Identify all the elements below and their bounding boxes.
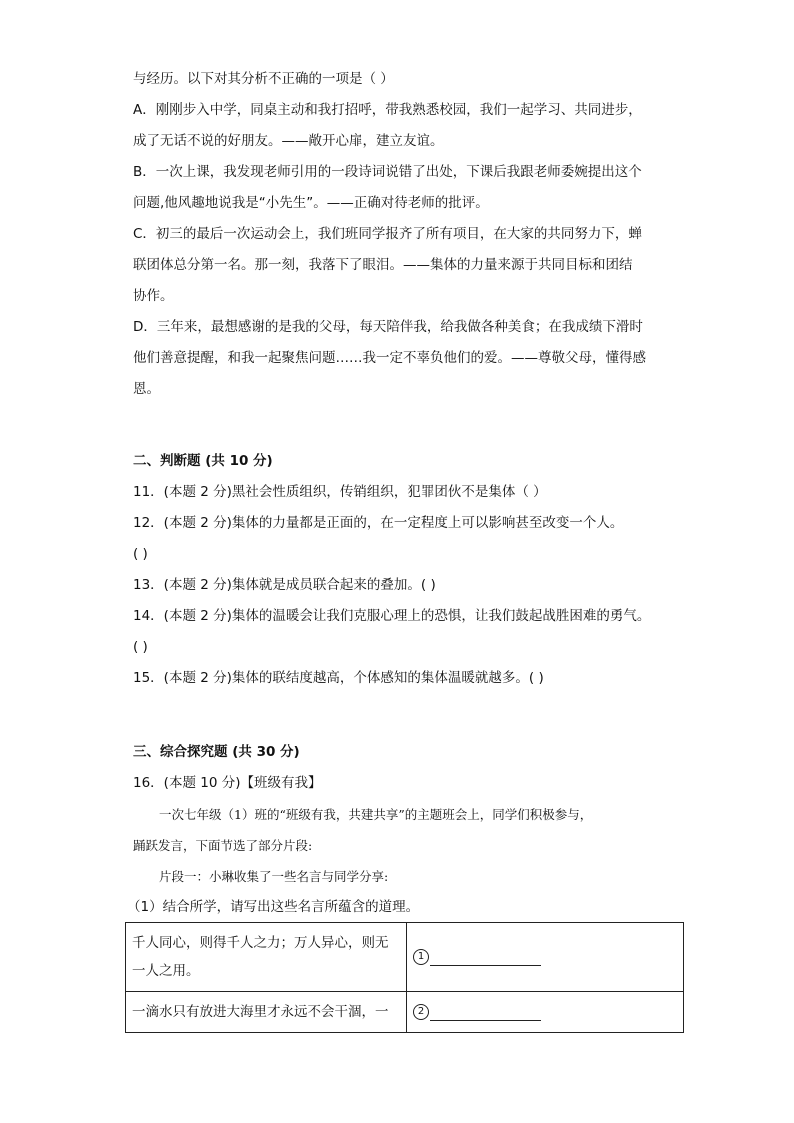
quote-cell [126,992,407,1033]
sub-question-1: （1）结合所学，请写出这些名言所蕴含的道理。 [127,899,420,915]
circled-number: 2 [413,1004,429,1020]
question-16-heading: 16．(本题 10 分)【班级有我】 [133,775,322,791]
answer-bracket: ( ) [133,546,148,562]
answer-bracket: ( ) [133,639,148,655]
option-c-line: 联团体总分第一名。那一刻，我落下了眼泪。——集体的力量来源于共同目标和团结 [133,257,633,273]
mc-question-continuation [133,64,693,405]
section-inquiry [127,737,693,923]
circled-number: 1 [413,949,429,965]
quote-cell [126,923,407,992]
question-12: 12．(本题 2 分)集体的力量都是正面的，在一定程度上可以影响甚至改变一个人。 [133,515,624,531]
quote-text: 一人之用。 [132,963,200,979]
answer-cell[interactable] [407,923,684,992]
table-row [126,992,684,1033]
option-a-line: 成了无话不说的好朋友。——敞开心扉，建立友谊。 [133,133,444,149]
quote-text: 千人同心，则得千人之力；万人异心，则无 [132,935,389,951]
option-b-line: B．一次上课，我发现老师引用的一段诗词说错了出处，下课后我跟老师委婉提出这个 [133,164,642,180]
mc-line: 与经历。以下对其分析不正确的一项是（ ） [133,71,394,87]
option-c-line: 协作。 [133,288,174,304]
quote-text: 一滴水只有放进大海里才永远不会干涸，一 [132,1004,389,1020]
option-b-line: 问题,他风趣地说我是“小先生”。——正确对待老师的批评。 [133,195,489,211]
answer-blank[interactable] [430,949,541,966]
section-title: 二、判断题 (共 10 分) [133,453,273,469]
intro-text: 踊跃发言，下面节选了部分片段: [133,838,313,853]
question-14: 14．(本题 2 分)集体的温暖会让我们克服心理上的恐惧，让我们鼓起战胜困难的勇气。 [133,608,651,624]
option-d-line: 恩。 [133,381,160,397]
option-d-line: 他们善意提醒，和我一起聚焦问题……我一定不辜负他们的爱。——尊敬父母，懂得感 [133,350,646,366]
section-title: 三、综合探究题 (共 30 分) [133,744,300,760]
quotes-table [125,922,684,1033]
table-row [126,923,684,992]
answer-blank[interactable] [430,1004,541,1021]
question-15: 15．(本题 2 分)集体的联结度越高，个体感知的集体温暖就越多。( ) [133,670,544,686]
intro-text: 一次七年级（1）班的“班级有我，共建共享”的主题班会上，同学们积极参与， [159,807,593,822]
option-d-line: D．三年来，最想感谢的是我的父母，每天陪伴我，给我做各种美食；在我成绩下滑时 [133,319,643,335]
option-a-line: A．刚刚步入中学，同桌主动和我打招呼，带我熟悉校园，我们一起学习、共同进步， [133,102,642,118]
fragment-text: 片段一：小琳收集了一些名言与同学分享: [159,869,389,884]
question-13: 13．(本题 2 分)集体就是成员联合起来的叠加。( ) [133,577,436,593]
answer-cell[interactable] [407,992,684,1033]
exam-page [127,64,693,923]
option-c-line: C．初三的最后一次运动会上，我们班同学报齐了所有项目，在大家的共同努力下，蝉 [133,226,642,242]
section-true-false [133,446,693,694]
question-11: 11．(本题 2 分)黑社会性质组织，传销组织，犯罪团伙不是集体（ ） [133,484,547,500]
